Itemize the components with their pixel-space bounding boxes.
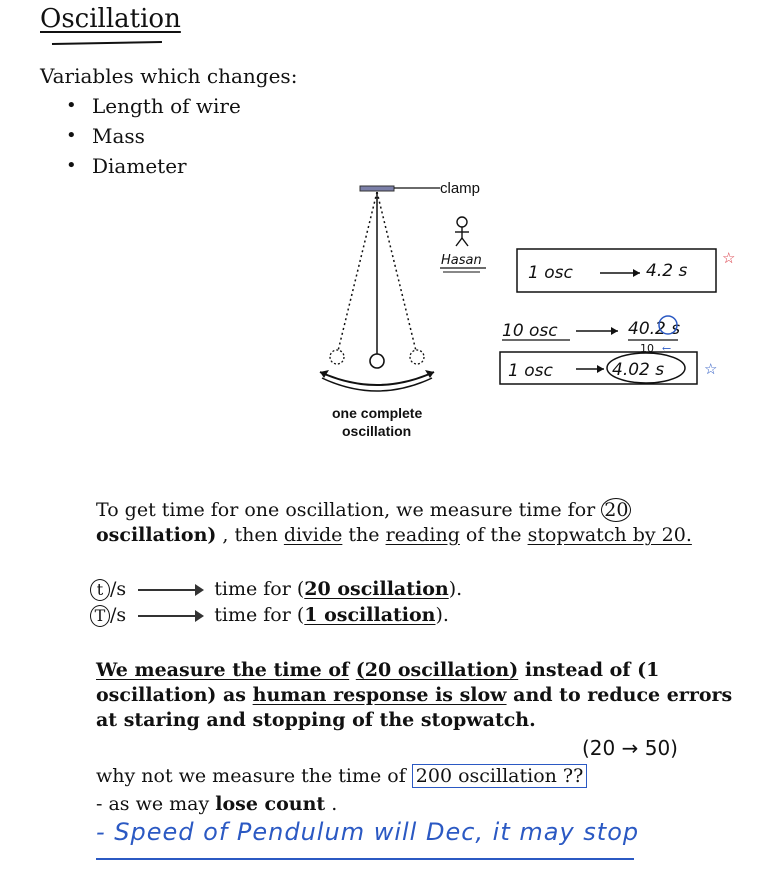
- p2-text: as: [216, 684, 253, 706]
- title-underline: [52, 41, 162, 48]
- note1-rhs: 4.2 s: [646, 261, 688, 281]
- p1-stopwatch: stopwatch by 20.: [527, 524, 692, 546]
- swing-arrow: [320, 372, 434, 385]
- caption-line2: oscillation: [342, 423, 412, 439]
- unit: /s: [110, 604, 127, 626]
- def-text: ).: [435, 604, 449, 626]
- definition-row: [90, 578, 462, 601]
- arrow-left-icon: ←: [662, 342, 672, 355]
- person-icon: [455, 217, 469, 246]
- def-text: time for (: [214, 578, 305, 600]
- p2-text: (1: [637, 659, 660, 681]
- symbol-T: T: [90, 605, 110, 627]
- p1-text: of the: [459, 524, 528, 546]
- p1-divide: divide: [283, 524, 343, 546]
- pendulum-string-left: [338, 192, 377, 351]
- arrow-right-icon: [138, 589, 202, 591]
- paragraph-question: [96, 764, 587, 789]
- p3-text: why not we measure the time of: [96, 765, 412, 787]
- swing-arrowhead: [425, 370, 434, 378]
- person-label: Hasan: [441, 253, 482, 268]
- p1-text: the: [342, 524, 386, 546]
- note2-lhs: 10 osc: [502, 321, 558, 341]
- page-title: Oscillation: [40, 4, 181, 34]
- p2-text: at staring and stopping of the stopwatch.: [96, 709, 536, 731]
- p2-text: oscillation): [96, 684, 217, 706]
- pendulum-bob: [370, 354, 384, 368]
- def-highlight: 20 oscillation: [304, 578, 449, 600]
- handwritten-ratio: (20 → 50): [582, 736, 678, 760]
- p1-text: To get time for one oscillation, we measure time for: [96, 499, 602, 521]
- star-icon-blue: ☆: [704, 360, 718, 378]
- p2-text: We measure the time of: [96, 659, 350, 681]
- p4-text: - as we may: [96, 793, 216, 815]
- pendulum-bob-right: [410, 350, 424, 364]
- p2-text: and to reduce errors: [506, 684, 733, 706]
- star-icon-red: ☆: [722, 249, 736, 267]
- swing-arrowhead-left: [320, 370, 329, 378]
- variables-list: [66, 92, 241, 182]
- handwritten-note: - Speed of Pendulum will Dec, it may stop: [96, 818, 640, 846]
- caption-line1: one complete: [332, 405, 423, 421]
- p1-num: 20: [601, 498, 631, 522]
- symbol-t: t: [90, 579, 110, 601]
- note3-lhs: 1 osc: [508, 361, 553, 381]
- def-highlight: 1 oscillation: [304, 604, 436, 626]
- def-text: ).: [448, 578, 463, 600]
- pendulum-bob-left: [330, 350, 344, 364]
- variables-heading: Variables which changes:: [40, 64, 298, 88]
- p1-oscillation: oscillation): [96, 524, 217, 546]
- p2-highlight: human response is slow: [252, 684, 507, 706]
- variable-item: • Mass: [66, 122, 241, 152]
- variable-item: • Length of wire: [66, 92, 241, 122]
- paragraph-answer: [96, 792, 337, 817]
- pendulum-string-right: [377, 192, 416, 351]
- p4-text: .: [325, 793, 338, 815]
- p1-reading: reading: [385, 524, 460, 546]
- note3-rhs: 4.02 s: [612, 360, 665, 380]
- def-text: time for (: [214, 604, 305, 626]
- paragraph-reason: [96, 658, 736, 733]
- definition-row: [90, 604, 449, 627]
- p2-text: instead of: [518, 659, 638, 681]
- clamp-bar: [360, 186, 394, 191]
- p4-bold: lose count: [215, 793, 326, 815]
- pendulum-diagram: [300, 176, 740, 446]
- clamp-label: clamp: [440, 180, 481, 197]
- note1-lhs: 1 osc: [528, 263, 573, 283]
- unit: /s: [110, 578, 127, 600]
- p1-text: , then: [216, 524, 284, 546]
- p2-highlight: (20 oscillation): [355, 659, 519, 681]
- variable-item: • Diameter: [66, 152, 241, 182]
- arrow-right-icon: [138, 615, 202, 617]
- paragraph-method: [96, 498, 716, 548]
- handwritten-underline: [96, 858, 634, 860]
- note2-rhs: 40.2 s: [628, 319, 681, 339]
- p3-boxed: 200 oscillation ??: [412, 764, 588, 788]
- note2-divisor: 10: [640, 342, 654, 355]
